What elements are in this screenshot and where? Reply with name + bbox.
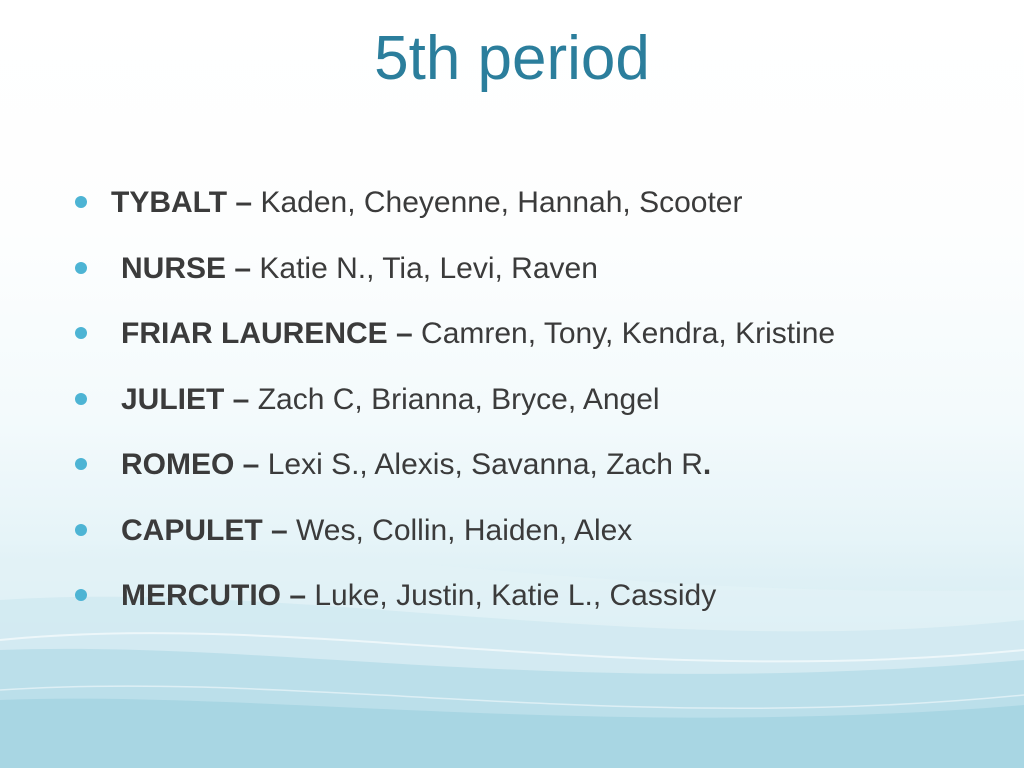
member-names: Kaden, Cheyenne, Hannah, Scooter (252, 186, 743, 219)
role-label: NURSE – (121, 251, 252, 285)
bullet-icon (75, 327, 87, 339)
list-item-text (121, 563, 716, 629)
list-item-text (121, 498, 632, 564)
bullet-icon (75, 589, 87, 601)
list-item (0, 236, 1024, 302)
list-item (0, 367, 1024, 433)
bullet-icon (75, 196, 87, 208)
list-item-text (121, 432, 711, 498)
list-item (0, 432, 1024, 498)
member-names: Luke, Justin, Katie L., Cassidy (306, 579, 717, 612)
role-label: TYBALT – (111, 186, 253, 219)
role-label: MERCUTIO – (121, 579, 307, 612)
bullet-icon (75, 458, 87, 470)
group-list (0, 170, 1024, 629)
role-label: CAPULET – (121, 513, 288, 547)
role-label: JULIET – (121, 382, 250, 416)
member-names: Zach C, Brianna, Bryce, Angel (249, 382, 660, 416)
trailing-mark: . (702, 448, 712, 481)
bullet-icon (75, 393, 87, 405)
role-label: ROMEO – (121, 448, 260, 481)
member-names: Wes, Collin, Haiden, Alex (287, 513, 633, 547)
role-label: FRIAR LAURENCE – (121, 317, 413, 350)
list-item (0, 563, 1024, 629)
bullet-icon (75, 262, 87, 274)
list-item-text (111, 170, 742, 236)
list-item (0, 301, 1024, 367)
list-item-text (121, 301, 835, 367)
list-item (0, 498, 1024, 564)
bullet-icon (75, 524, 87, 536)
list-item-text (121, 236, 598, 302)
slide-title: 5th period (374, 24, 650, 93)
member-names: Katie N., Tia, Levi, Raven (251, 251, 598, 285)
list-item (0, 170, 1024, 236)
member-names: Camren, Tony, Kendra, Kristine (412, 317, 836, 350)
list-item-text (121, 367, 660, 433)
member-names: Lexi S., Alexis, Savanna, Zach R (259, 448, 703, 481)
